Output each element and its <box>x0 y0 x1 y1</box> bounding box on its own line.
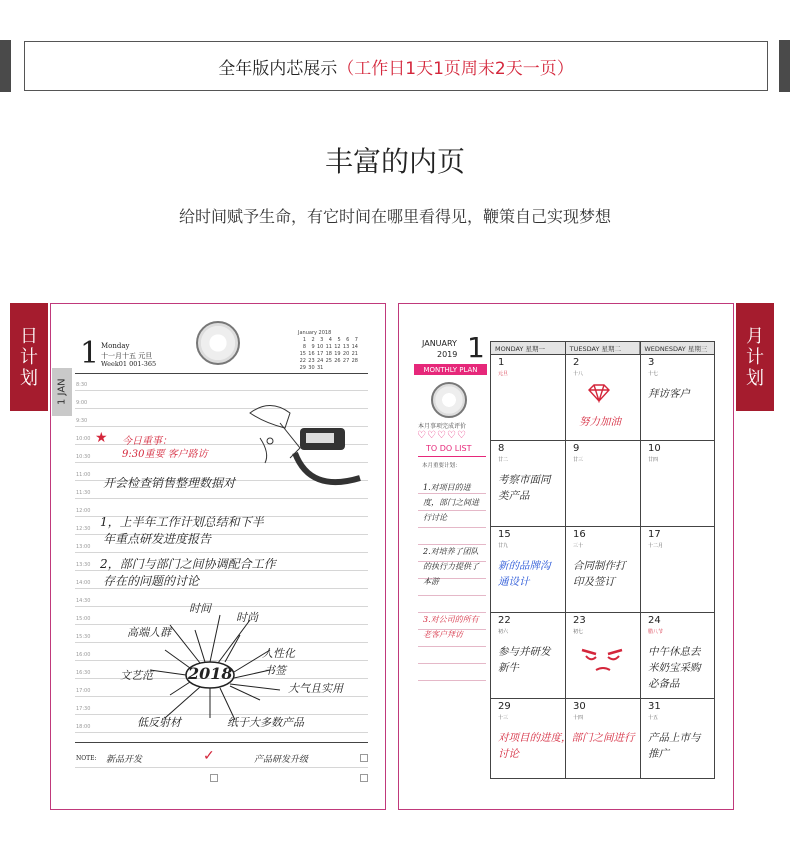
stamp-caption: 本月事项完成评价 <box>418 423 467 430</box>
mind-item: 书签 <box>264 664 286 677</box>
mind-item: 文艺范 <box>120 669 153 682</box>
calendar-note: 新的品牌沟通设计 <box>498 560 551 588</box>
grid-col-line <box>640 341 641 779</box>
important-star-icon: ★ <box>95 430 108 446</box>
calendar-note: 参与并研发新牛 <box>498 646 551 674</box>
calendar-note: 合同制作打印及签订 <box>573 560 626 588</box>
time-label: 18:00 <box>76 724 91 730</box>
mind-item: 时尚 <box>236 611 258 624</box>
month-tab: 1 JAN <box>52 368 72 416</box>
calendar-lunar-date: 十八 <box>573 371 584 377</box>
monthly-tag-char: 划 <box>746 367 764 389</box>
mind-item: 高端人群 <box>127 626 171 639</box>
calendar-day-number[interactable]: 8 <box>498 443 505 454</box>
mini-calendar-day: 15 <box>299 351 306 357</box>
mini-calendar-day: 27 <box>342 358 350 364</box>
time-label: 14:00 <box>76 580 91 586</box>
daily-tag-char: 计 <box>20 346 38 368</box>
header-monday: MONDAY 星期一 <box>491 342 566 354</box>
grid-row-line <box>490 612 715 613</box>
todo-rule-line <box>418 663 486 664</box>
mini-calendar-day: 17 <box>316 351 324 357</box>
mini-calendar-day: 3 <box>320 337 324 343</box>
note-line <box>75 767 368 768</box>
month-grid-header <box>491 342 714 354</box>
mind-item: 人性化 <box>262 647 295 660</box>
grid-row-line <box>490 698 715 699</box>
mini-calendar-day: 5 <box>337 337 341 343</box>
mini-calendar-day: 25 <box>325 358 332 364</box>
mini-calendar-day: 1 <box>302 337 306 343</box>
mini-calendar-day: 28 <box>351 358 358 364</box>
mini-calendar-day: 22 <box>299 358 306 364</box>
monthly-plan-label: MONTHLY PLAN <box>414 364 487 375</box>
mini-calendar-row <box>298 351 358 358</box>
calendar-day-number[interactable]: 29 <box>498 701 511 712</box>
diary-line-4: 2，部门与部门之间协调配合工作 <box>100 557 276 571</box>
header-rule <box>75 373 368 374</box>
time-label: 11:00 <box>76 472 91 478</box>
mini-calendar-day: 4 <box>328 337 332 343</box>
calendar-day-number[interactable]: 23 <box>573 615 586 626</box>
note-label: NOTE: <box>76 755 97 762</box>
time-label: 15:00 <box>76 616 91 622</box>
banner-title: 全年版内芯展示 <box>218 58 338 79</box>
calendar-lunar-date: 元旦 <box>498 371 509 377</box>
time-label: 16:30 <box>76 670 91 676</box>
mini-calendar-day: 12 <box>334 344 341 350</box>
calendar-note: 努力加油 <box>579 416 621 428</box>
calendar-day-number[interactable]: 2 <box>573 357 580 368</box>
todo-rule <box>418 456 486 457</box>
calendar-note: 考察市面同类产品 <box>498 474 551 502</box>
important-label: 今日重事： <box>122 436 172 447</box>
banner-title-red: （工作日1天1页周末2天一页） <box>337 58 574 79</box>
mini-calendar-day: 26 <box>334 358 341 364</box>
todo-item: 2.对培养了团队的执行力提供了本游 <box>423 547 479 586</box>
mini-calendar-day: 8 <box>302 344 306 350</box>
section-subheading: 给时间赋予生命，有它时间在哪里看得见，鞭策自己实现梦想 <box>178 207 611 226</box>
diary-rule-line <box>75 552 368 553</box>
daily-tag-char: 划 <box>20 367 38 389</box>
zodiac-stamp <box>196 321 240 365</box>
diamond-doodle-icon <box>587 383 611 403</box>
time-label: 9:30 <box>76 418 88 424</box>
todo-rule-line <box>418 646 486 647</box>
calendar-day-number[interactable]: 3 <box>648 357 655 368</box>
mind-item: 低反射材 <box>137 716 181 729</box>
todo-label: TO DO LIST <box>426 444 472 453</box>
time-label: 10:00 <box>76 436 91 442</box>
mini-calendar-day: 11 <box>325 344 332 350</box>
todo-rule-line <box>418 527 486 528</box>
mini-calendar-day: 7 <box>354 337 358 343</box>
zodiac-stamp <box>431 382 467 418</box>
calendar-note: 中午休息去米奶宝采购必备品 <box>648 646 701 690</box>
diary-rule-line <box>75 498 368 499</box>
diary-weekday: Monday <box>101 342 130 350</box>
note-text-1: 新品开发 <box>106 755 143 765</box>
diary-lunar: 十一月十五 元旦 <box>101 352 153 360</box>
mini-calendar-day: 10 <box>316 344 324 350</box>
time-label: 13:00 <box>76 544 91 550</box>
mini-calendar-day: 21 <box>351 351 358 357</box>
important-text: 9:30重要 客户路访 <box>122 449 208 460</box>
monthly-tag-char: 月 <box>746 325 764 347</box>
note-text-2: 产品研发升级 <box>254 755 309 765</box>
calendar-day-number[interactable]: 9 <box>573 443 580 454</box>
section-heading: 丰富的内页 <box>324 145 465 178</box>
face-doodle-icon <box>578 640 628 680</box>
mini-calendar-day: 18 <box>325 351 332 357</box>
diary-week: Week01 001-365 <box>101 360 157 368</box>
calendar-day-number[interactable]: 1 <box>498 357 505 368</box>
time-label: 12:30 <box>76 526 91 532</box>
mini-calendar-day: 31 <box>316 365 324 371</box>
calendar-day-number[interactable]: 15 <box>498 529 511 540</box>
mini-calendar-day: 24 <box>316 358 324 364</box>
daily-plan-tag <box>10 303 48 411</box>
calendar-lunar-date: 廿九 <box>498 543 509 549</box>
calendar-day-number[interactable]: 24 <box>648 615 661 626</box>
daily-tag-char: 日 <box>20 325 38 347</box>
mini-calendar-title: January 2018 <box>298 330 332 336</box>
time-label: 11:30 <box>76 490 91 496</box>
rating-hearts-icon[interactable]: ♡♡♡♡♡ <box>417 430 467 441</box>
diary-day-number: 1 <box>80 336 100 371</box>
mini-calendar-row <box>298 365 358 372</box>
calendar-note: 拜访客户 <box>648 388 690 400</box>
mini-calendar-day <box>324 365 332 372</box>
calendar-lunar-date: 十七 <box>648 371 659 377</box>
left-edge-bar <box>0 40 11 92</box>
calendar-lunar-date: 廿二 <box>498 457 509 463</box>
note-check-icon: ✓ <box>203 748 215 764</box>
time-label: 12:00 <box>76 508 91 514</box>
calendar-day-number[interactable]: 31 <box>648 701 661 712</box>
calendar-day-number[interactable]: 17 <box>648 529 661 540</box>
grid-row-line <box>490 526 715 527</box>
diary-line-2: 1，上半年工作计划总结和下半 <box>100 515 264 529</box>
mini-calendar-row <box>298 344 358 351</box>
todo-item: 1.对项目的进度，部门之间进行讨论 <box>423 483 479 522</box>
mini-calendar-row <box>298 358 358 365</box>
mini-calendar-day <box>341 365 349 372</box>
diary-rule-line <box>75 390 368 391</box>
todo-rule-line <box>418 680 486 681</box>
monthly-year: 2019 <box>437 350 458 359</box>
mini-calendar-day: 14 <box>351 344 358 350</box>
mind-center: 2018 <box>188 664 233 683</box>
grid-col-line <box>565 341 566 779</box>
watch-sketch-icon <box>240 393 365 498</box>
time-label: 17:00 <box>76 688 91 694</box>
mini-calendar-day: 6 <box>346 337 350 343</box>
calendar-day-number[interactable]: 22 <box>498 615 511 626</box>
todo-item: 3.对公司的所有老客户拜访 <box>423 615 479 639</box>
mini-calendar-day: 2 <box>311 337 315 343</box>
mini-calendar <box>298 330 358 372</box>
calendar-lunar-date: 三十 <box>573 543 584 549</box>
mini-calendar-day: 20 <box>342 351 350 357</box>
mini-calendar-row <box>298 337 358 344</box>
grid-row-line <box>490 440 715 441</box>
mini-calendar-day: 13 <box>342 344 350 350</box>
note-checkbox[interactable] <box>360 774 368 782</box>
calendar-lunar-date: 腊八节 <box>648 629 664 635</box>
calendar-lunar-date: 初七 <box>573 629 584 635</box>
monthly-month: JANUARY <box>422 339 457 348</box>
mind-item: 纸于大多数产品 <box>227 716 304 729</box>
monthly-tag-char: 计 <box>746 346 764 368</box>
top-banner <box>24 41 768 91</box>
calendar-lunar-date: 十五 <box>648 715 659 721</box>
time-label: 10:30 <box>76 454 91 460</box>
monthly-plan-tag <box>736 303 774 411</box>
calendar-day-number[interactable]: 16 <box>573 529 586 540</box>
diary-line-3: 年重点研发进度报告 <box>103 532 212 546</box>
todo-sub: 本月重要计划： <box>422 463 461 469</box>
mini-calendar-day: 30 <box>308 365 315 371</box>
calendar-day-number[interactable]: 30 <box>573 701 586 712</box>
mind-item: 时间 <box>189 602 211 615</box>
header-tuesday: TUESDAY 星期二 <box>566 342 641 354</box>
mini-calendar-day: 29 <box>299 365 306 371</box>
calendar-lunar-date: 廿四 <box>648 457 659 463</box>
note-checkbox[interactable] <box>210 774 218 782</box>
calendar-day-number[interactable]: 10 <box>648 443 661 454</box>
header-wednesday: WEDNESDAY 星期三 <box>640 342 714 354</box>
calendar-lunar-date: 廿三 <box>573 457 584 463</box>
mind-item: 大气且实用 <box>288 682 343 695</box>
time-label: 14:30 <box>76 598 91 604</box>
todo-rule-line <box>418 595 486 596</box>
diary-line-5: 存在的问题的讨论 <box>103 574 200 588</box>
time-label: 9:00 <box>76 400 88 406</box>
time-label: 13:30 <box>76 562 91 568</box>
time-label: 15:30 <box>76 634 91 640</box>
note-rule <box>75 742 368 743</box>
time-label: 17:30 <box>76 706 91 712</box>
mini-calendar-day <box>350 365 358 372</box>
calendar-lunar-date: 十三 <box>498 715 509 721</box>
mini-calendar-day <box>333 365 341 372</box>
note-checkbox[interactable] <box>360 754 368 762</box>
right-edge-bar <box>779 40 790 92</box>
calendar-note: 对项目的进度，部门之间进行讨论 <box>498 732 635 760</box>
mini-calendar-day: 23 <box>308 358 315 364</box>
calendar-note: 产品上市与推广 <box>648 732 701 760</box>
calendar-lunar-date: 初六 <box>498 629 509 635</box>
mini-calendar-day: 9 <box>311 344 315 350</box>
mini-calendar-day: 19 <box>334 351 341 357</box>
grid-row-line <box>490 354 715 355</box>
time-label: 8:30 <box>76 382 88 388</box>
time-label: 16:00 <box>76 652 91 658</box>
calendar-lunar-date: 十四 <box>573 715 584 721</box>
calendar-lunar-date: 十二月 <box>648 543 664 549</box>
diary-line-1: 开会检查销售整理数据对 <box>103 476 236 490</box>
mini-calendar-day: 16 <box>308 351 315 357</box>
monthly-day: 1 <box>467 331 485 364</box>
